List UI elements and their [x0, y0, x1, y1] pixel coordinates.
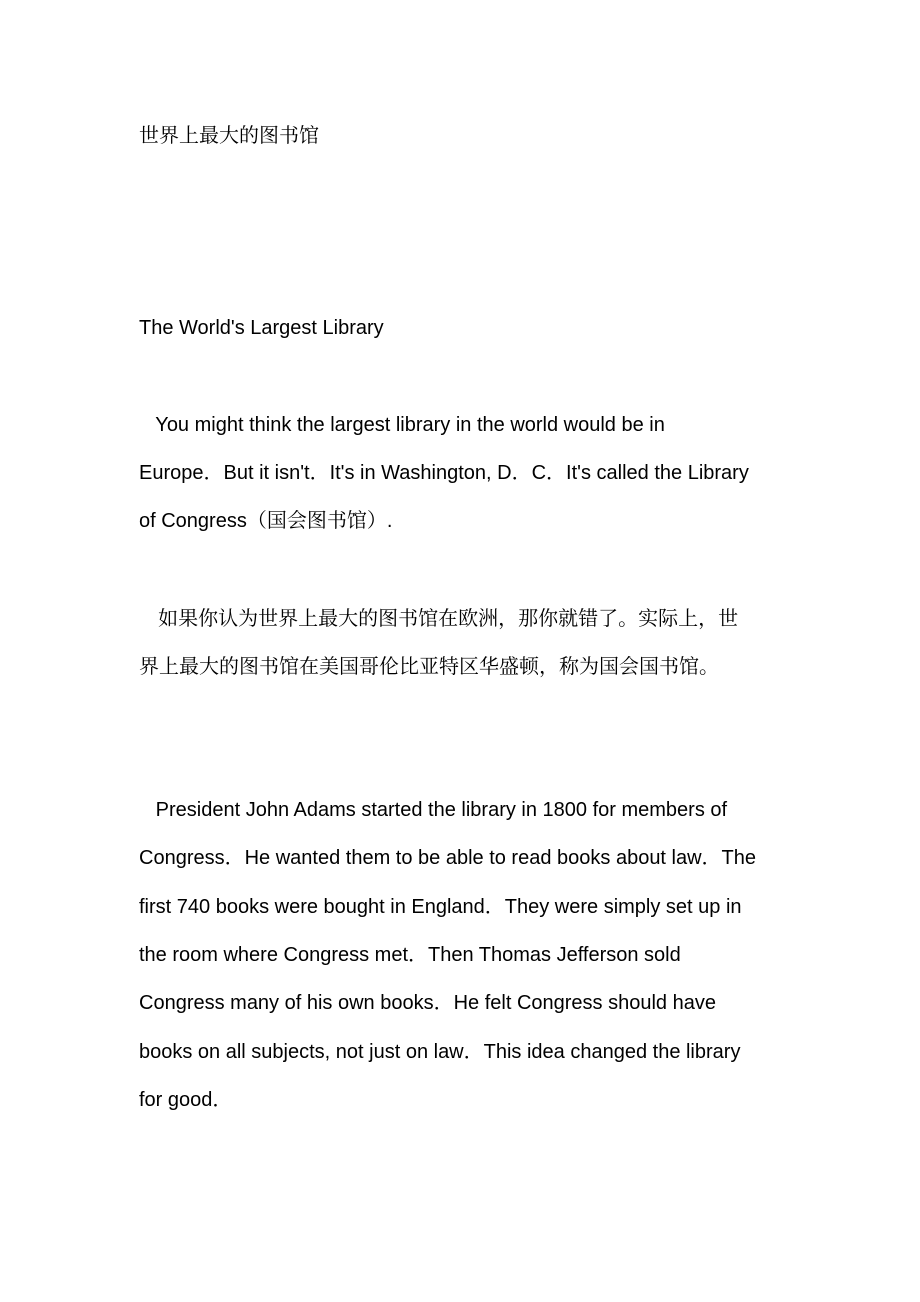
text-line: 界上最大的图书馆在美国哥伦比亚特区华盛顿，称为国会国书馆。 — [139, 654, 719, 678]
text-line: for good． — [139, 1089, 233, 1111]
text-line: Europe．But it isn't．It's in Washington, D．C．It's called the Library — [139, 462, 749, 484]
text-line: Congress many of his own books．He felt Congress should have — [139, 992, 716, 1014]
text-line: 如果你认为世界上最大的图书馆在欧洲，那你就错了。实际上，世 — [139, 606, 739, 630]
english-title: The World's Largest Library — [139, 317, 384, 339]
text-line: Congress．He wanted them to be able to read books about law．The — [139, 847, 757, 869]
text-line: books on all subjects, not just on law．This idea changed the library — [139, 1041, 741, 1063]
text-line: of Congress（国会图书馆）. — [139, 510, 393, 532]
text-line: President John Adams started the library in 1800 for members of — [139, 799, 728, 821]
text-line: first 740 books were bought in England．They were simply set up in — [139, 896, 742, 918]
text-line: You might think the largest library in the world would be in — [139, 414, 665, 436]
chinese-title: 世界上最大的图书馆 — [139, 123, 319, 147]
text-line: the room where Congress met．Then Thomas Jefferson sold — [139, 944, 681, 966]
